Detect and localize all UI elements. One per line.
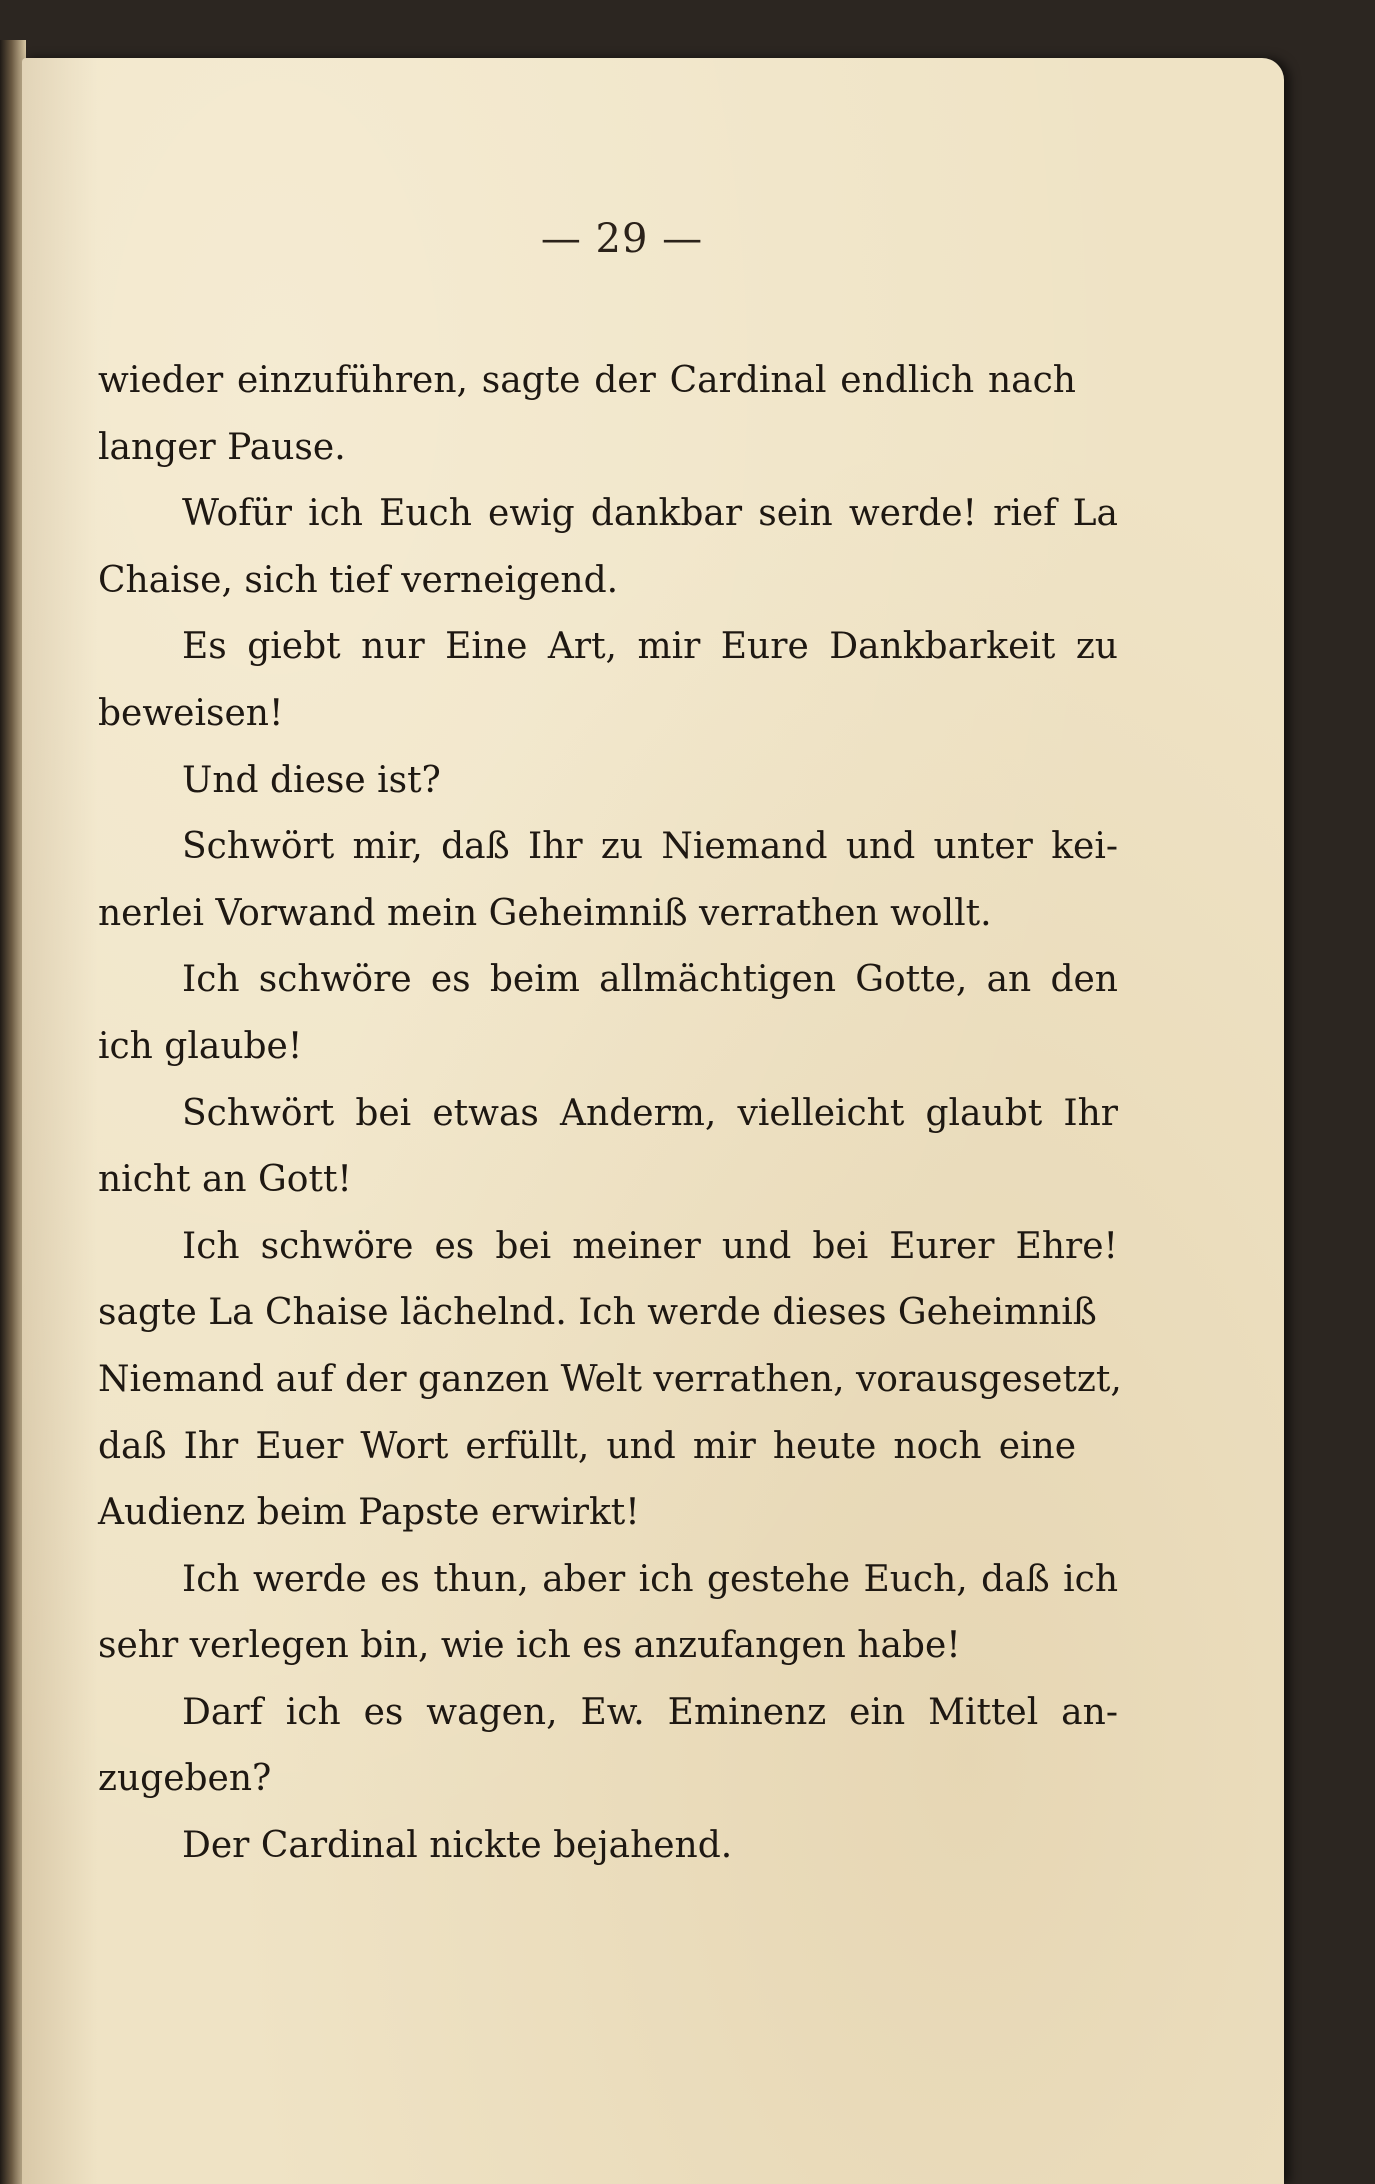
text-line: zugeben? [98, 1758, 272, 1800]
text-line: Es giebt nur Eine Art, mir Eure Dankbarkeit zu [182, 626, 1118, 668]
text-line: langer Pause. [98, 426, 346, 468]
page-number: — 29 — [540, 216, 704, 262]
paragraph-9 [98, 1547, 1118, 1680]
text-line: daß Ihr Euer Wort erfüllt, und mir heute noch eine [98, 1425, 1076, 1467]
text-line: Audienz beim Papste erwirkt! [98, 1492, 640, 1534]
text-line: nicht an Gott! [98, 1159, 352, 1201]
text-line: Schwört mir, daß Ihr zu Niemand und unter kei- [182, 826, 1118, 868]
text-line: sehr verlegen bin, wie ich es anzufangen habe! [98, 1625, 961, 1667]
text-line: Darf ich es wagen, Ew. Eminenz ein Mittel an- [182, 1691, 1118, 1733]
text-line: nerlei Vorwand mein Geheimniß verrathen wollt. [98, 892, 992, 934]
text-line: ich glaube! [98, 1025, 303, 1067]
paragraph-5 [98, 814, 1118, 947]
text-line: beweisen! [98, 692, 284, 734]
book-page [22, 58, 1284, 2184]
paragraph-2 [98, 481, 1118, 614]
text-line: Ich schwöre es bei meiner und bei Eurer Ehre! [182, 1225, 1118, 1267]
paragraph-1 [98, 348, 1076, 481]
paragraph-8 [98, 1214, 1122, 1547]
paragraph-11 [140, 1813, 1076, 1880]
paragraph-4 [140, 748, 1076, 815]
text-line: Ich schwöre es beim allmächtigen Gotte, an den [182, 959, 1118, 1001]
body-text [98, 348, 1122, 1880]
paragraph-7 [98, 1081, 1118, 1214]
text-line: Wofür ich Euch ewig dankbar sein werde! rief La [182, 493, 1118, 535]
paragraph-10 [98, 1680, 1118, 1813]
text-line: sagte La Chaise lächelnd. Ich werde dieses Geheimniß [98, 1292, 1097, 1334]
text-line: Der Cardinal nickte bejahend. [182, 1825, 733, 1867]
paragraph-6 [98, 947, 1118, 1080]
text-line: wieder einzuführen, sagte der Cardinal endlich nach [98, 360, 1076, 401]
text-line: Schwört bei etwas Anderm, vielleicht glaubt Ihr [182, 1092, 1118, 1134]
text-line: Niemand auf der ganzen Welt verrathen, vorausgesetzt, [98, 1358, 1122, 1400]
paragraph-3 [98, 614, 1118, 747]
text-line: Ich werde es thun, aber ich gestehe Euch, daß ich [182, 1558, 1118, 1600]
text-line: Chaise, sich tief verneigend. [98, 559, 619, 601]
text-line: Und diese ist? [182, 759, 441, 801]
